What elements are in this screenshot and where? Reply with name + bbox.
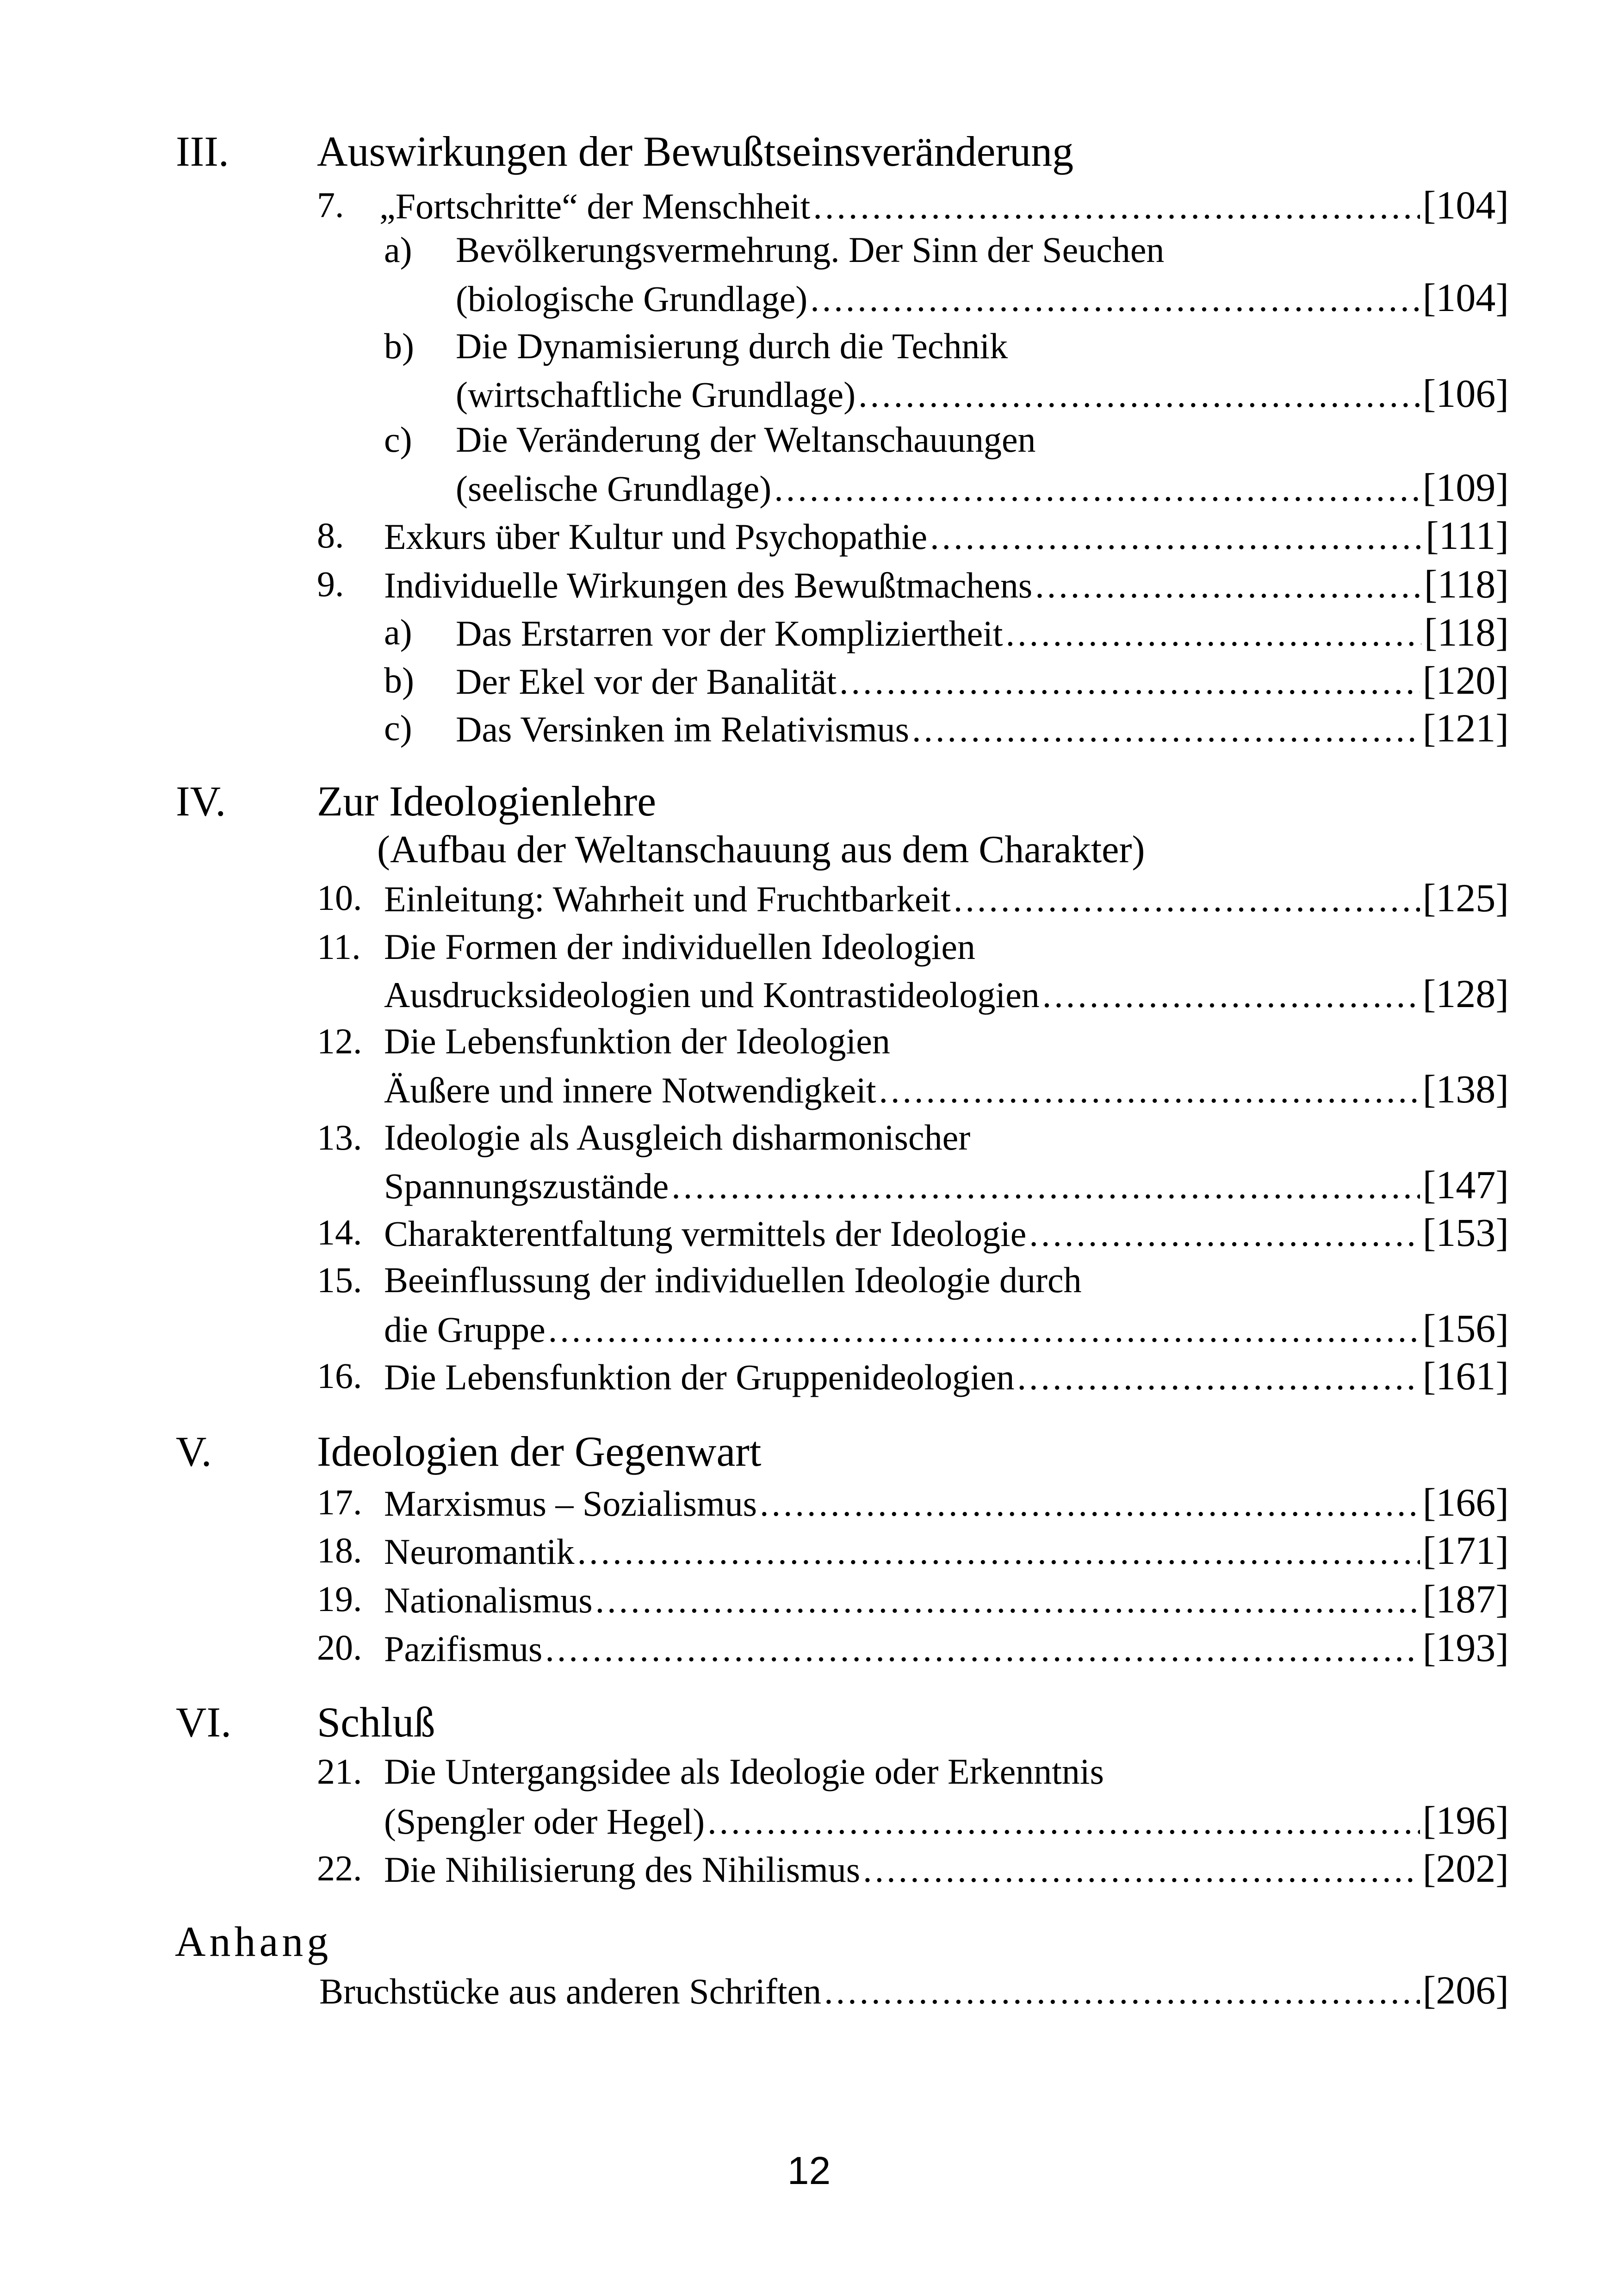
leader-dots — [595, 1577, 1420, 1624]
leader-dots — [879, 1067, 1420, 1114]
entry-label: Spannungszustände — [384, 1166, 669, 1206]
toc-entry-9[interactable] — [384, 561, 1509, 607]
toc-entry-19[interactable] — [384, 1576, 1509, 1622]
leader-dots — [774, 466, 1420, 512]
toc-entry-9b[interactable] — [456, 657, 1509, 703]
toc-entry-10[interactable] — [384, 875, 1509, 921]
leader-dots — [545, 1626, 1420, 1672]
entry-label: „Fortschritte“ der Menschheit — [379, 186, 811, 226]
entry-label: Die Lebensfunktion der Gruppenideologien — [384, 1357, 1015, 1397]
leader-dots — [1042, 972, 1420, 1018]
page-ref: [120] — [1422, 658, 1509, 703]
page-ref: [153] — [1422, 1210, 1509, 1255]
entry-label: Exkurs über Kultur und Psychopathie — [384, 516, 928, 557]
leader-dots — [1029, 1211, 1420, 1257]
entry-label: Pazifismus — [384, 1629, 543, 1669]
leader-dots — [760, 1481, 1420, 1527]
toc-entry-8[interactable] — [384, 512, 1509, 559]
section-title: Zur Ideologienlehre — [317, 778, 657, 825]
leader-dots — [577, 1529, 1420, 1575]
entry-label: Marxismus – Sozialismus — [384, 1483, 757, 1524]
section-heading-vi — [176, 1697, 1508, 1748]
toc-entry-7[interactable] — [379, 182, 1509, 228]
entry-label: Das Erstarren vor der Kompliziertheit — [456, 613, 1003, 653]
leader-dots — [858, 372, 1420, 418]
entry-label: Einleitung: Wahrheit und Fruchtbarkeit — [384, 879, 951, 919]
entry-label: Bruchstücke aus anderen Schriften — [319, 1971, 822, 2011]
toc-entry-14[interactable] — [384, 1209, 1509, 1256]
page-ref: [128] — [1422, 971, 1509, 1016]
page-ref: [138] — [1422, 1067, 1509, 1111]
leader-dots — [863, 1847, 1420, 1893]
entry-label: Neuromantik — [384, 1531, 575, 1572]
section-title: Ideologien der Gegenwart — [317, 1428, 762, 1475]
entry-label: die Gruppe — [384, 1309, 546, 1350]
leader-dots — [671, 1163, 1420, 1209]
appendix-heading: Anhang — [175, 1918, 332, 1965]
page-ref: [125] — [1422, 876, 1509, 920]
page-ref: [104] — [1422, 183, 1509, 227]
entry-label: Nationalismus — [384, 1580, 593, 1620]
toc-entry-appendix[interactable] — [319, 1967, 1509, 2013]
section-number: IV. — [176, 778, 226, 825]
page-ref: [147] — [1422, 1163, 1509, 1207]
toc-entry-22[interactable] — [384, 1845, 1509, 1892]
toc-entry-16[interactable] — [384, 1353, 1509, 1399]
leader-dots — [839, 659, 1420, 705]
toc-entry-7a[interactable] — [456, 274, 1509, 321]
page-ref: [104] — [1422, 275, 1509, 320]
entry-label: Die Nihilisierung des Nihilismus — [384, 1849, 861, 1890]
toc-entry-11[interactable] — [384, 971, 1509, 1017]
section-subtitle: (Aufbau der Weltanschauung aus dem Charakter) — [377, 828, 1145, 871]
page-ref: [156] — [1422, 1306, 1509, 1350]
leader-dots — [912, 706, 1420, 753]
toc-page: III. Auswirkungen der Bewußtseinsveränderung 7. „Fortschritte“ der Menschheit ..... [104] a) Bevölkerungsvermehrung. Der Sinn der Seuchen (biologische Grundlage) ..... [104] b) Die Dynamisierung durch die Technik (wirtschaftliche Grundlage) ..... [106] c) Die Veränderung der Weltanschauungen (seelische Grundlage) ..... [109] 8. Exkurs über Kultur und Psychopathie ..... [111] 9. Individuelle Wirkungen des Bewußtmachens ..... [118] a) Das Erstarren vor der Kompliziertheit ..... [118] b) Der Ekel vor der Banalität ..... [120] c) Das Versinken im Relativismus ..... [121] IV. Zur Ideologienlehre (Aufbau der Weltanschauung aus dem Charakter) 10. Einleitung: Wahrheit und Fruchtbarkeit ..... [125] 11. Die Formen der individuellen Ideologien Ausdrucksideologien und Kontrastideologien ..... [128] 12. Die Lebensfunktion der Ideologien Äußere und innere Notwendigkeit ..... [138] 13. Ideologie als Ausgleich disharmonischer Spannungszustände ..... [147] 14. Charakterentfaltung vermittels der Ideologie ..... [153] 15. Beeinflussung der individuellen Ideologie durch die Gruppe ..... [156] 16. Die Lebensfunktion der Gruppenideologien ..... [161] V. Ideologien der Gegenwart 17. Marxismus – Sozialismus ..... [166] 18. Neuromantik ..... [171] 19. Nationalismus ..... [187] 20. Pazifismus ..... [193] VI. Schluß 21. Die Untergangsidee als Ideologie oder Erkenntnis (Spengler oder Hegel) ..... [196] 22. Die Nihilisierung des Nihilismus ..... [202] Anhang Bruchstücke aus anderen Schriften ..... [206] 12 — [0, 0, 1618, 2296]
leader-dots — [1035, 562, 1421, 609]
section-heading-v — [176, 1426, 1508, 1477]
section-title: Auswirkungen der Bewußtseinsveränderung — [317, 128, 1074, 175]
toc-entry-15[interactable] — [384, 1305, 1509, 1351]
toc-entry-7b[interactable] — [456, 370, 1509, 417]
toc-entry-9a[interactable] — [456, 609, 1509, 655]
page-ref: [193] — [1422, 1625, 1509, 1670]
leader-dots — [954, 876, 1420, 922]
section-number: V. — [176, 1428, 212, 1475]
toc-entry-21[interactable] — [384, 1797, 1509, 1843]
page-number: 12 — [787, 2149, 831, 2192]
section-number: III. — [176, 128, 229, 175]
leader-dots — [824, 1968, 1420, 2015]
entry-label: (Spengler oder Hegel) — [384, 1801, 705, 1842]
leader-dots — [930, 514, 1423, 560]
entry-label: (seelische Grundlage) — [456, 468, 772, 509]
leader-dots — [707, 1798, 1420, 1845]
toc-entry-17[interactable] — [384, 1479, 1509, 1525]
section-title: Schluß — [317, 1699, 435, 1746]
entry-label: Das Versinken im Relativismus — [456, 709, 909, 749]
entry-label: Äußere und innere Notwendigkeit — [384, 1070, 876, 1110]
leader-dots — [810, 276, 1420, 322]
section-number: VI. — [176, 1699, 232, 1746]
page-ref: [118] — [1424, 562, 1509, 606]
page-ref: [109] — [1422, 465, 1509, 510]
toc-entry-13[interactable] — [384, 1162, 1509, 1208]
entry-label: (biologische Grundlage) — [456, 279, 808, 319]
page-ref: [196] — [1422, 1798, 1509, 1842]
toc-entry-20[interactable] — [384, 1624, 1509, 1671]
entry-label: Individuelle Wirkungen des Bewußtmachens — [384, 565, 1033, 605]
entry-label: Ausdrucksideologien und Kontrastideologien — [384, 975, 1040, 1015]
leader-dots — [813, 183, 1420, 230]
section-heading-iv — [176, 776, 1508, 827]
entry-label: Charakterentfaltung vermittels der Ideologie — [384, 1213, 1027, 1254]
leader-dots — [548, 1307, 1420, 1353]
page-ref: [118] — [1424, 610, 1509, 654]
leader-dots — [1006, 610, 1421, 657]
toc-entry-12[interactable] — [384, 1066, 1509, 1112]
toc-entry-9c[interactable] — [456, 705, 1509, 751]
page-ref: [202] — [1422, 1846, 1509, 1891]
toc-entry-18[interactable] — [384, 1527, 1509, 1574]
page-ref: [106] — [1422, 371, 1509, 416]
page-ref: [121] — [1422, 706, 1509, 750]
page-ref: [171] — [1422, 1528, 1509, 1573]
leader-dots — [1017, 1354, 1420, 1400]
page-ref: [166] — [1422, 1480, 1509, 1524]
toc-entry-7c[interactable] — [456, 464, 1509, 510]
page-ref: [206] — [1422, 1968, 1509, 2012]
page-ref: [187] — [1422, 1577, 1509, 1621]
section-heading-iii — [176, 126, 1508, 177]
page-ref: [111] — [1426, 513, 1509, 558]
entry-label: Der Ekel vor der Banalität — [456, 661, 837, 702]
page-ref: [161] — [1422, 1354, 1509, 1398]
entry-label: (wirtschaftliche Grundlage) — [456, 374, 856, 415]
